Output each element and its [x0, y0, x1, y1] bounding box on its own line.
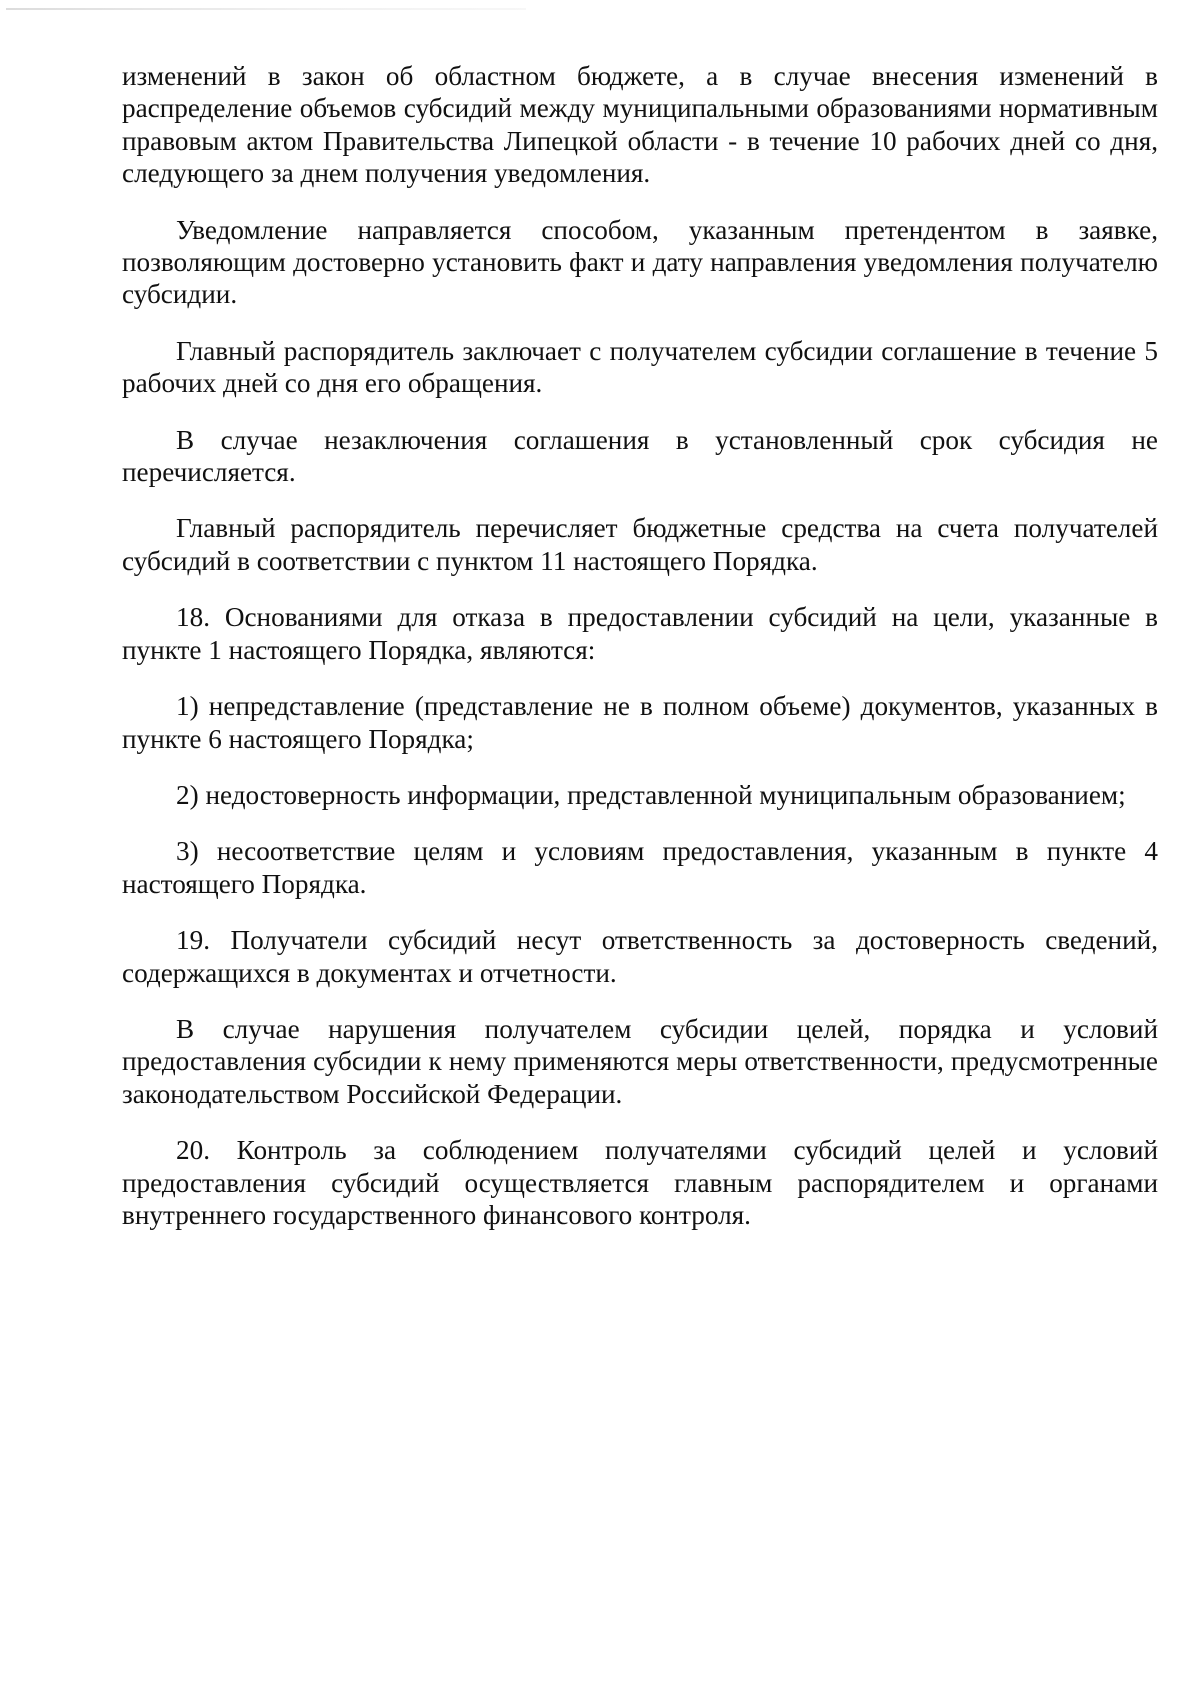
list-item-1: 1) непредставление (представление не в полном объеме) документов, указанных в пункте 6 настоящего Порядка;	[122, 691, 1158, 754]
paragraph-18-refusal-grounds: 18. Основаниями для отказа в предоставлении субсидий на цели, указанные в пункте 1 настоящего Порядка, являются:	[122, 602, 1158, 665]
paragraph-funds-transfer: Главный распорядитель перечисляет бюджетные средства на счета получателей субсидий в соответствии с пунктом 11 настоящего Порядка.	[122, 513, 1158, 576]
paragraph-notification-method: Уведомление направляется способом, указанным претендентом в заявке, позволяющим достоверно установить факт и дату направления уведомления получателю субсидии.	[122, 214, 1158, 310]
paragraph-continuation: изменений в закон об областном бюджете, а в случае внесения изменений в распределение объемов субсидий между муниципальными образованиями нормативным правовым актом Правительства Липецкой области - в течение 10 рабочих дней со дня, следующего за днем получения уведомления.	[122, 61, 1158, 189]
scan-artifact	[6, 8, 526, 10]
paragraph-agreement-term: Главный распорядитель заключает с получателем субсидии соглашение в течение 5 рабочих дней со дня его обращения.	[122, 335, 1158, 399]
paragraph-20-control: 20. Контроль за соблюдением получателями субсидий целей и условий предоставления субсидий осуществляется главным распорядителем и органами внутреннего государственного финансового контроля.	[122, 1135, 1158, 1230]
paragraph-violation-measures: В случае нарушения получателем субсидии целей, порядка и условий предоставления субсидии к нему применяются меры ответственности, предусмотренные законодательством Российской Федерации.	[122, 1013, 1158, 1109]
paragraph-no-agreement: В случае незаключения соглашения в установленный срок субсидия не перечисляется.	[122, 424, 1158, 488]
document-body	[122, 60, 1158, 1255]
list-item-2: 2) недостоверность информации, представленной муниципальным образованием;	[176, 779, 1126, 810]
paragraph-19-responsibility: 19. Получатели субсидий несут ответственность за достоверность сведений, содержащихся в документах и отчетности.	[122, 925, 1158, 988]
list-item-3: 3) несоответствие целям и условиям предоставления, указанным в пункте 4 настоящего Порядка.	[122, 836, 1158, 899]
